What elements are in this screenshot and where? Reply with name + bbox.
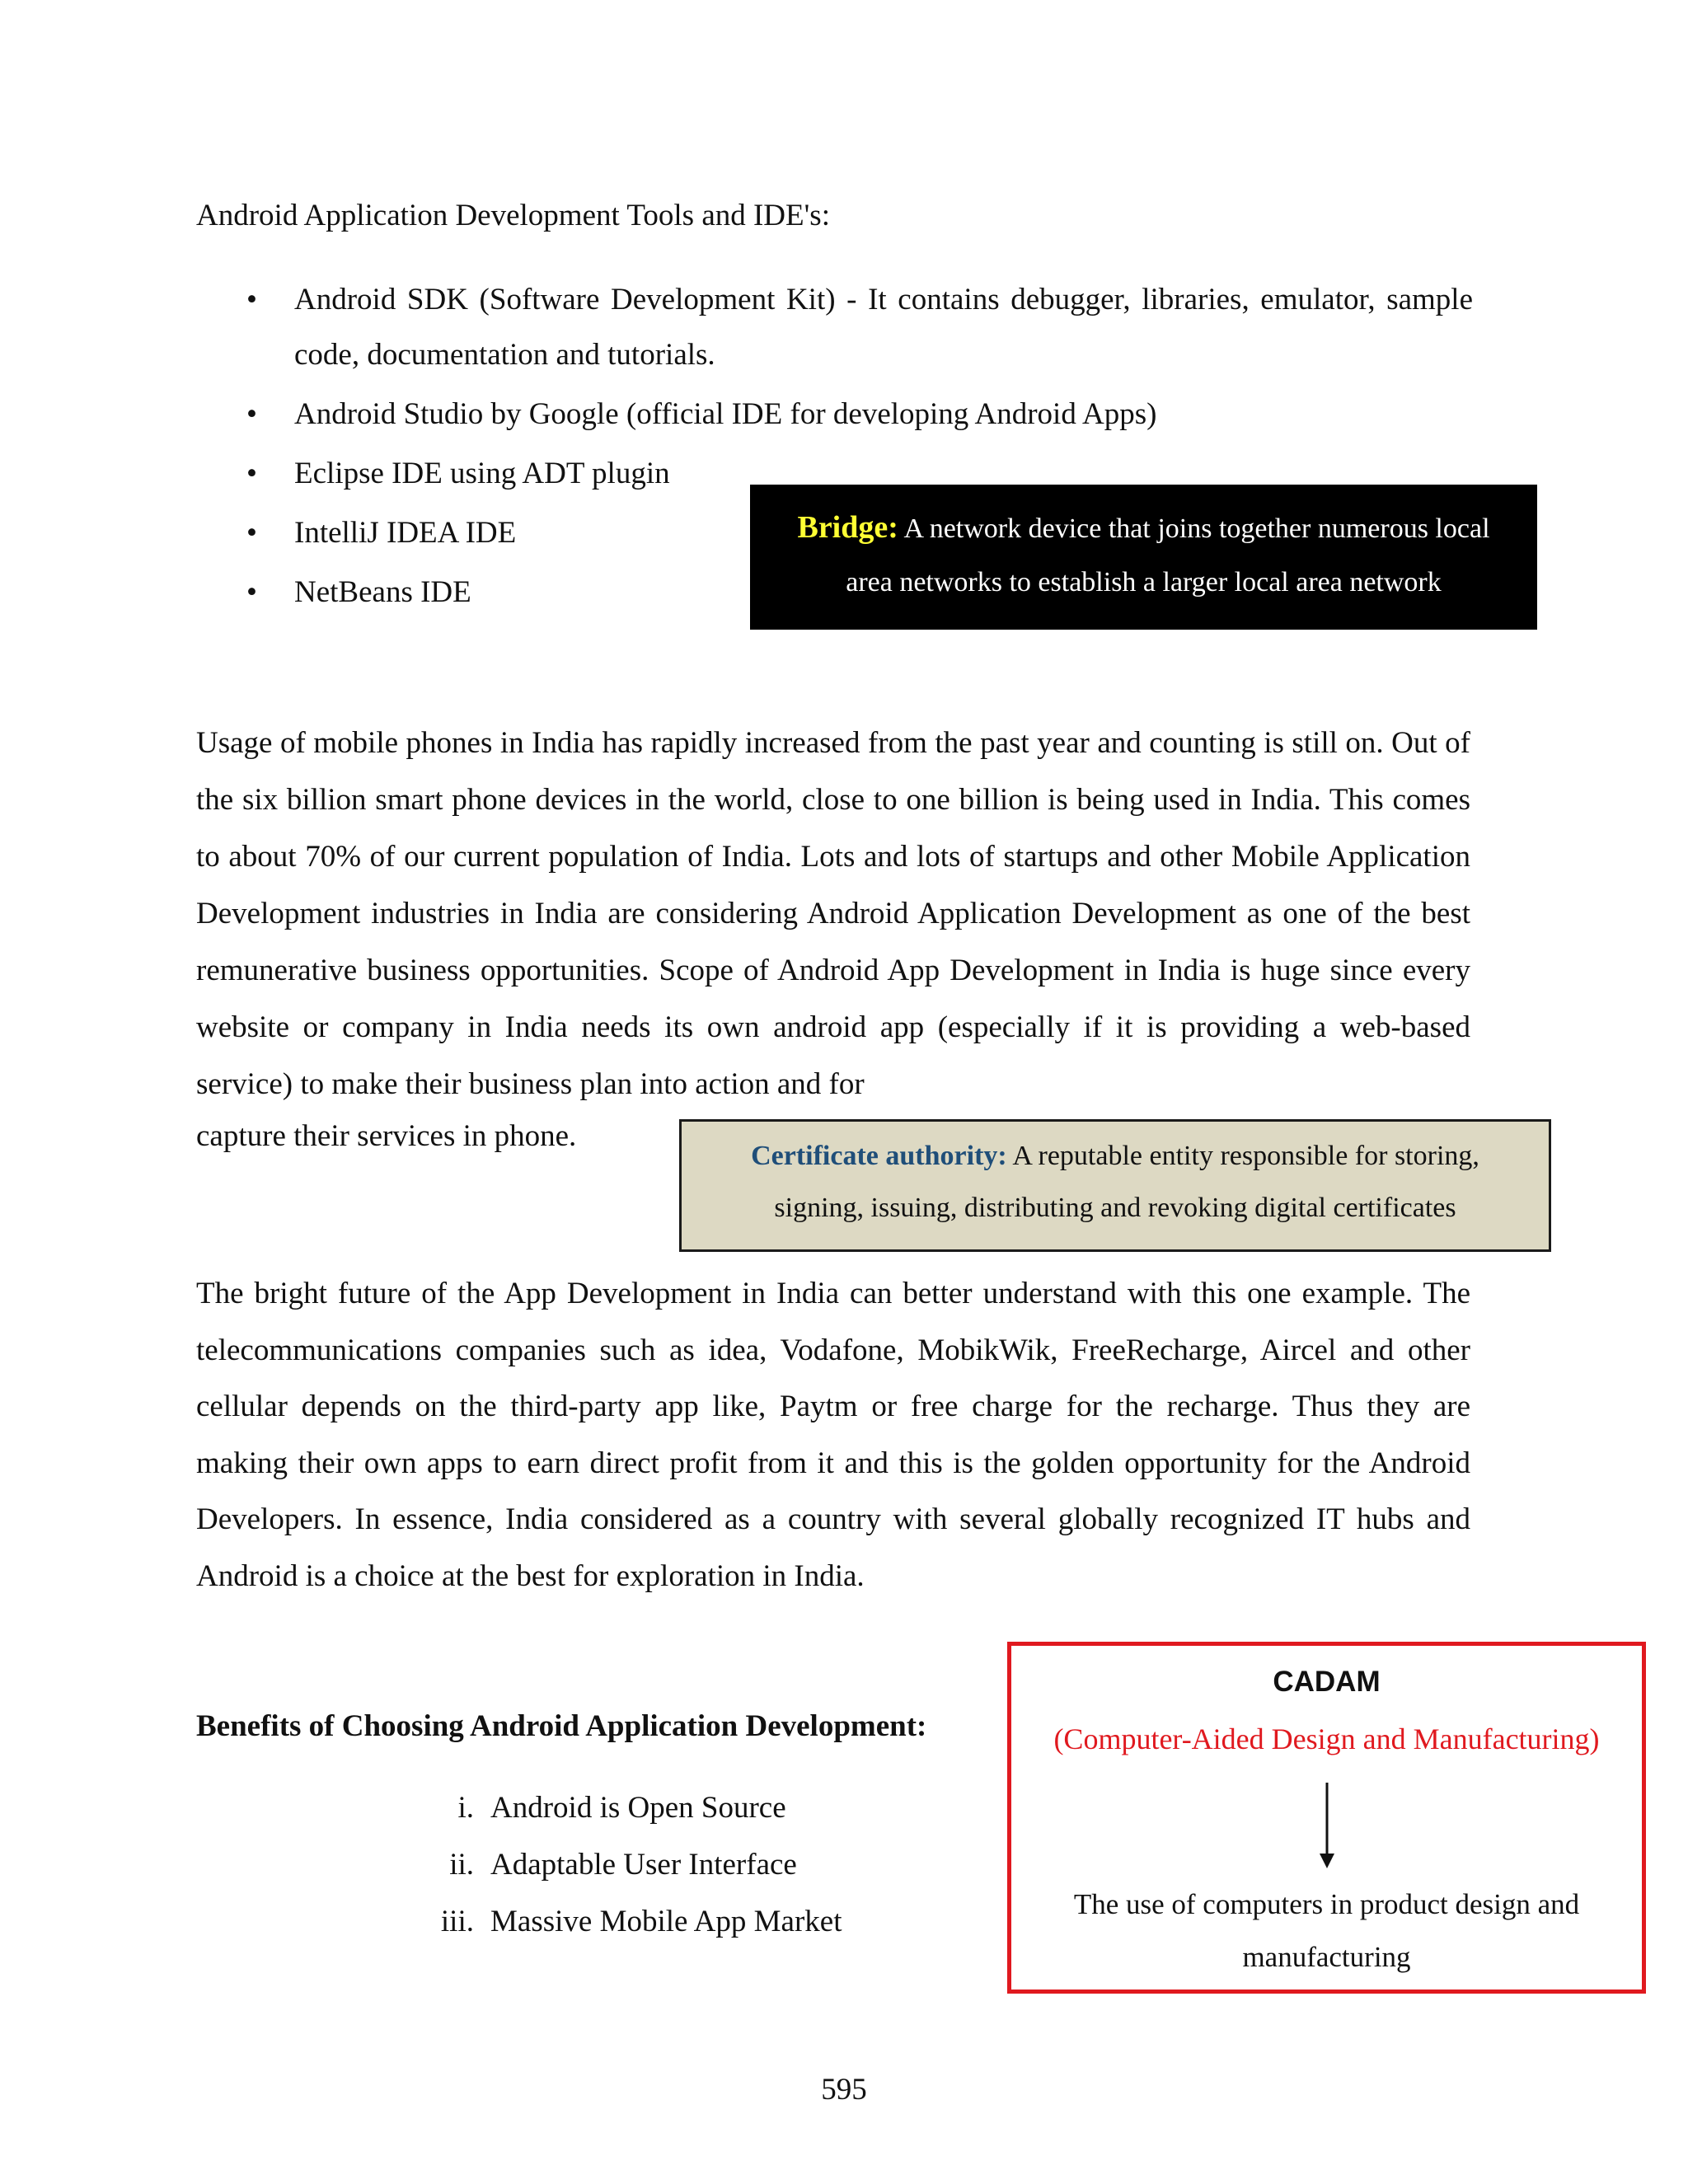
cadam-title: CADAM	[1273, 1666, 1381, 1698]
paragraph-mobile-usage: Usage of mobile phones in India has rapidly increased from the past year and counting is still on. Out of the six billion smart phone devices in the world, close to one billion is being used in India. This comes to about 70% of our current population of India. Lots and lots of startups and other Mobile Application Development industries in India are considering Android Application Development as one of the best remunerative business opportunities. Scope of Android App Development in India is huge since every website or company in India needs its own android app (especially if it is providing a web-based service) to make their business plan into action and for	[196, 726, 1470, 1101]
cadam-description-line-1: The use of computers in product design and	[1073, 1888, 1580, 1920]
cadam-description	[1011, 1878, 1642, 1984]
paragraph-app-future: The bright future of the App Development in India can better understand with this one example. The telecommunications companies such as idea, Vodafone, MobikWik, FreeRecharge, Aircel and other cellular depends on the third-party app like, Paytm or free charge for the recharge. Thus they are making their own apps to earn direct profit from it and this is the golden opportunity for the Android Developers. In essence, India considered as a country with several globally recognized IT hubs and Android is a choice at the best for exploration in India.	[196, 1277, 1470, 1593]
page-number: 595	[821, 2073, 867, 2107]
bridge-definition-box	[750, 485, 1537, 630]
cadam-box	[1007, 1642, 1646, 1994]
bridge-line-1	[750, 501, 1537, 555]
list-item-number: i.	[457, 1791, 474, 1825]
list-item-number: ii.	[449, 1848, 474, 1882]
cert-line-1	[682, 1130, 1549, 1182]
bridge-definition: A network device that joins together numerous local	[903, 513, 1490, 544]
section-heading: Android Application Development Tools and IDE's:	[196, 199, 830, 232]
list-item-number: iii.	[440, 1905, 474, 1938]
certificate-authority-box	[679, 1119, 1551, 1252]
benefits-list	[440, 1779, 985, 1950]
bridge-term: Bridge:	[797, 510, 898, 545]
list-item: • Android Studio by Google (official IDE for developing Android Apps)	[294, 387, 1473, 442]
cadam-description-line-2: manufacturing	[1242, 1941, 1411, 1973]
list-item: • Android SDK (Software Development Kit) - It contains debugger, libraries, emulator, sample code, documentation and tutorials.	[294, 272, 1473, 382]
paragraph-mobile-usage-tail: capture their services in phone.	[196, 1119, 577, 1153]
down-arrow-icon	[1315, 1783, 1339, 1873]
benefits-heading: Benefits of Choosing Android Application Development:	[196, 1709, 927, 1743]
list-item: • Eclipse IDE using ADT plugin	[294, 446, 1473, 501]
list-item: • NetBeans IDE	[294, 565, 1473, 620]
bridge-line-2: area networks to establish a larger local area network	[846, 567, 1442, 598]
cert-definition: A reputable entity responsible for storing,	[1012, 1141, 1479, 1171]
list-item-text: Android is Open Source	[490, 1791, 786, 1825]
list-item	[457, 1779, 985, 1836]
list-item	[449, 1836, 985, 1893]
cadam-subtitle: (Computer-Aided Design and Manufacturing)	[1053, 1722, 1600, 1755]
cert-term: Certificate authority:	[751, 1141, 1007, 1171]
list-item: • IntelliJ IDEA IDE	[294, 505, 1473, 560]
list-item-text: Massive Mobile App Market	[490, 1905, 842, 1938]
cert-line-2: signing, issuing, distributing and revoking digital certificates	[774, 1193, 1456, 1223]
list-item	[440, 1893, 985, 1950]
list-item-text: Adaptable User Interface	[490, 1848, 797, 1882]
